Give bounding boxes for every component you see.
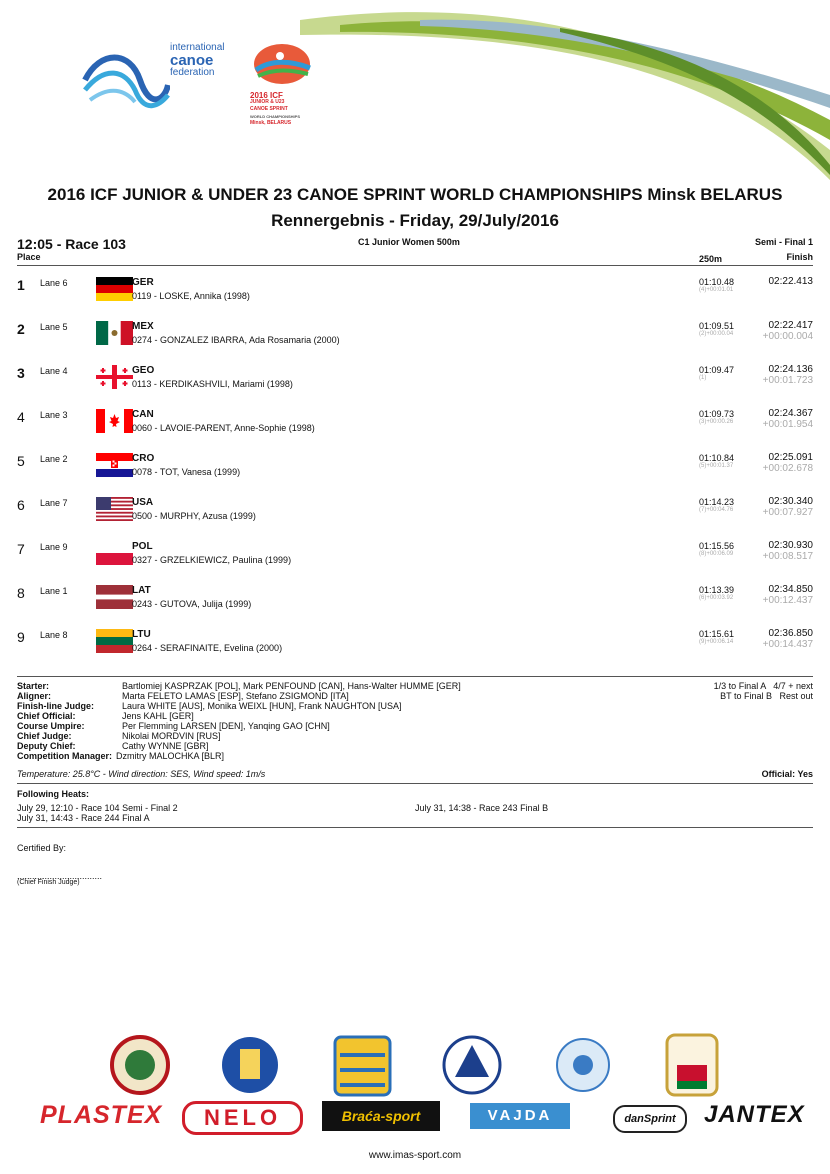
finish-time: 02:22.413 [768,276,813,287]
finish-time: 02:36.850 [768,628,813,639]
latvia-flag-icon [96,585,133,609]
time-behind: +00:12.437 [762,595,813,606]
official-role: Starter: [17,681,50,691]
canada-flag-icon [96,409,133,433]
result-row [17,363,813,407]
following-heats-title: Following Heats: [17,789,89,799]
lane: Lane 3 [40,410,68,420]
following-heat: July 31, 14:43 - Race 244 Final A [17,813,150,823]
split-time: 01:15.61 [699,629,735,639]
rank: 3 [17,365,25,381]
following-heat: July 31, 14:38 - Race 243 Final B [415,803,549,813]
time-behind: +00:01.954 [762,419,813,430]
official-role: Aligner: [17,691,52,701]
official-role: Course Umpire: [17,721,85,731]
result-row [17,319,813,363]
split-time: 01:09.47 [699,365,735,375]
progression-rules [714,681,813,701]
georgia-flag-icon [96,365,133,389]
finish-column-header: Finish [786,252,813,262]
emblem-icon [112,1037,168,1093]
official-names: Per Flemming LARSEN [DEN], Yanqing GAO [CHN] [122,721,330,731]
time-behind: +00:07.927 [762,507,813,518]
following-heat: July 29, 12:10 - Race 104 Semi - Final 2 [17,803,178,813]
official-names: Dzmitry MALOCHKA [BLR] [116,751,225,761]
finish-time: 02:30.930 [768,540,813,551]
split-detail: (6)+00:03.92 [699,595,734,601]
country-code: LAT [132,585,151,596]
croatia-flag-icon [96,453,133,477]
split-detail: (7)+00:04.76 [699,507,734,513]
sponsor-logo: Braća-sport [322,1101,440,1131]
official-names: Cathy WYNNE [GBR] [122,741,209,751]
split-time: 01:10.48 [699,277,735,287]
athlete-name: 0274 - GONZALEZ IBARRA, Ada Rosamaria (2000) [132,335,340,345]
result-row [17,583,813,627]
official-role: Competition Manager: [17,751,113,761]
results-divider [17,676,813,677]
official-names: Marta FELETO LAMAS [ESP], Stefano ZSIGMOND [ITA] [122,691,349,701]
race-time: 12:05 - Race 103 [17,236,126,252]
lane: Lane 6 [40,278,68,288]
officials-list [17,681,461,761]
race-phase: Semi - Final 1 [754,237,813,247]
sponsor-logo: danSprint [613,1105,687,1133]
country-code: LTU [132,629,151,640]
split-time: 01:15.56 [699,541,735,551]
footer-url[interactable]: www.imas-sport.com [368,1150,462,1161]
time-behind: +00:01.723 [762,375,813,386]
germany-flag-icon [96,277,133,301]
header-divider [17,265,813,266]
official-names: Bartlomiej KASPRZAK [POL], Mark PENFOUND [CAN], Hans-Walter HUMME [GER] [122,681,461,691]
event-logo-line-4: WORLD CHAMPIONSHIPS [250,114,300,119]
split-time: 01:09.73 [699,409,735,419]
sponsor-strip [30,1025,805,1145]
split-detail: (9)+00:06.14 [699,639,734,645]
chief-finish-judge-label: (Chief Finish Judge) [17,879,80,886]
icf-logo-line-2: canoe [170,52,214,69]
split-detail: (3)+00:00.26 [699,419,734,425]
event-logo-line-3: CANOE SPRINT [250,106,288,112]
lane: Lane 5 [40,322,68,332]
finish-time: 02:24.136 [768,364,813,375]
split-time: 01:09.51 [699,321,735,331]
result-row [17,407,813,451]
time-behind: +00:02.678 [762,463,813,474]
lane: Lane 1 [40,586,68,596]
sponsor-logo: JANTEX [704,1101,805,1128]
finish-time: 02:34.850 [768,584,813,595]
split-detail: (5)+00:01.37 [699,463,734,469]
official-names: Nikolai MORDVIN [RUS] [122,731,221,741]
result-row [17,275,813,319]
split-time: 01:13.39 [699,585,735,595]
rank: 6 [17,497,25,513]
official-names: Laura WHITE [AUS], Monika WEIXL [HUN], Frank NAUGHTON [USA] [122,701,402,711]
certified-by-label: Certified By: [17,843,67,853]
event-logo-line-5: Minsk, BELARUS [250,120,292,126]
weather-divider [17,783,813,784]
progression-line: BT to Final B Rest out [720,691,813,701]
sponsor-logo: PLASTEX [40,1101,163,1129]
official-role: Chief Official: [17,711,76,721]
icf-logo [80,40,240,130]
heats-divider [17,827,813,828]
lane: Lane 9 [40,542,68,552]
event-logo-line-2: JUNIOR & U23 [250,99,285,105]
usa-flag-icon [96,497,133,521]
icf-logo-line-1: international [170,42,225,53]
time-behind: +00:14.437 [762,639,813,650]
split-time: 01:14.23 [699,497,735,507]
emblem-icon [557,1039,609,1091]
event-logo-line-1: 2016 ICF [250,91,283,100]
official-role: Deputy Chief: [17,741,76,751]
country-code: CAN [132,409,154,420]
athlete-name: 0119 - LOSKE, Annika (1998) [132,291,250,301]
lithuania-flag-icon [96,629,133,653]
split-detail: (4)+00:01.01 [699,287,734,293]
finish-time: 02:24.367 [768,408,813,419]
country-code: GER [132,277,154,288]
rank: 4 [17,409,25,425]
emblem-icon [222,1037,278,1093]
result-row [17,451,813,495]
rank: 9 [17,629,25,645]
weather-info: Temperature: 25.8°C - Wind direction: SES, Wind speed: 1m/s [17,769,266,779]
finish-time: 02:22.417 [768,320,813,331]
athlete-name: 0500 - MURPHY, Azusa (1999) [132,511,256,521]
sponsor-logo: NELO [182,1101,303,1135]
country-code: GEO [132,365,155,376]
athlete-name: 0078 - TOT, Vanesa (1999) [132,467,241,477]
rank: 2 [17,321,25,337]
country-code: USA [132,497,154,508]
header-swoosh-graphic [300,0,830,180]
lane: Lane 2 [40,454,68,464]
rank: 1 [17,277,25,293]
document-title: 2016 ICF JUNIOR & UNDER 23 CANOE SPRINT WORLD CHAMPIONSHIPS Minsk BELARUS [47,185,783,204]
poland-flag-icon [96,541,133,565]
split-time: 01:10.84 [699,453,735,463]
time-behind: +00:00.004 [762,331,813,342]
athlete-name: 0060 - LAVOIE-PARENT, Anne-Sophie (1998) [132,423,315,433]
country-code: MEX [132,321,154,332]
country-code: CRO [132,453,155,464]
split-detail: (8)+00:06.09 [699,551,734,557]
official-role: Finish-line Judge: [17,701,95,711]
signature-line: .................................. [17,871,103,881]
place-column-header: Place [17,252,41,262]
sponsor-logo: VAJDA [470,1103,570,1129]
split-detail: (2)+00:00.04 [699,331,734,337]
lane: Lane 4 [40,366,68,376]
official-role: Chief Judge: [17,731,72,741]
result-row [17,627,813,671]
result-row [17,539,813,583]
result-row [17,495,813,539]
official-status: Official: Yes [761,769,813,779]
finish-time: 02:30.340 [768,496,813,507]
document-subtitle: Rennergebnis - Friday, 29/July/2016 [271,211,559,230]
finish-time: 02:25.091 [768,452,813,463]
mexico-flag-icon [96,321,133,345]
event-name: C1 Junior Women 500m [358,237,460,247]
athlete-name: 0264 - SERAFINAITE, Evelina (2000) [132,643,283,653]
athlete-name: 0327 - GRZELKIEWICZ, Paulina (1999) [132,555,292,565]
rank: 7 [17,541,25,557]
rank: 5 [17,453,25,469]
emblem-icon [667,1035,717,1095]
icf-logo-line-3: federation [170,67,215,78]
athlete-name: 0243 - GUTOVA, Julija (1999) [132,599,252,609]
rank: 8 [17,585,25,601]
athlete-name: 0113 - KERDIKASHVILI, Mariami (1998) [132,379,293,389]
split-column-header: 250m [699,254,723,264]
time-behind: +00:08.517 [762,551,813,562]
split-detail: (1) [699,375,707,381]
lane: Lane 7 [40,498,68,508]
official-names: Jens KAHL [GER] [122,711,194,721]
icf-wave-icon [80,40,170,120]
country-code: POL [132,541,153,552]
lane: Lane 8 [40,630,68,640]
emblem-icon [335,1037,390,1095]
emblem-icon [444,1037,500,1093]
progression-line: 1/3 to Final A 4/7 + next [713,681,813,691]
